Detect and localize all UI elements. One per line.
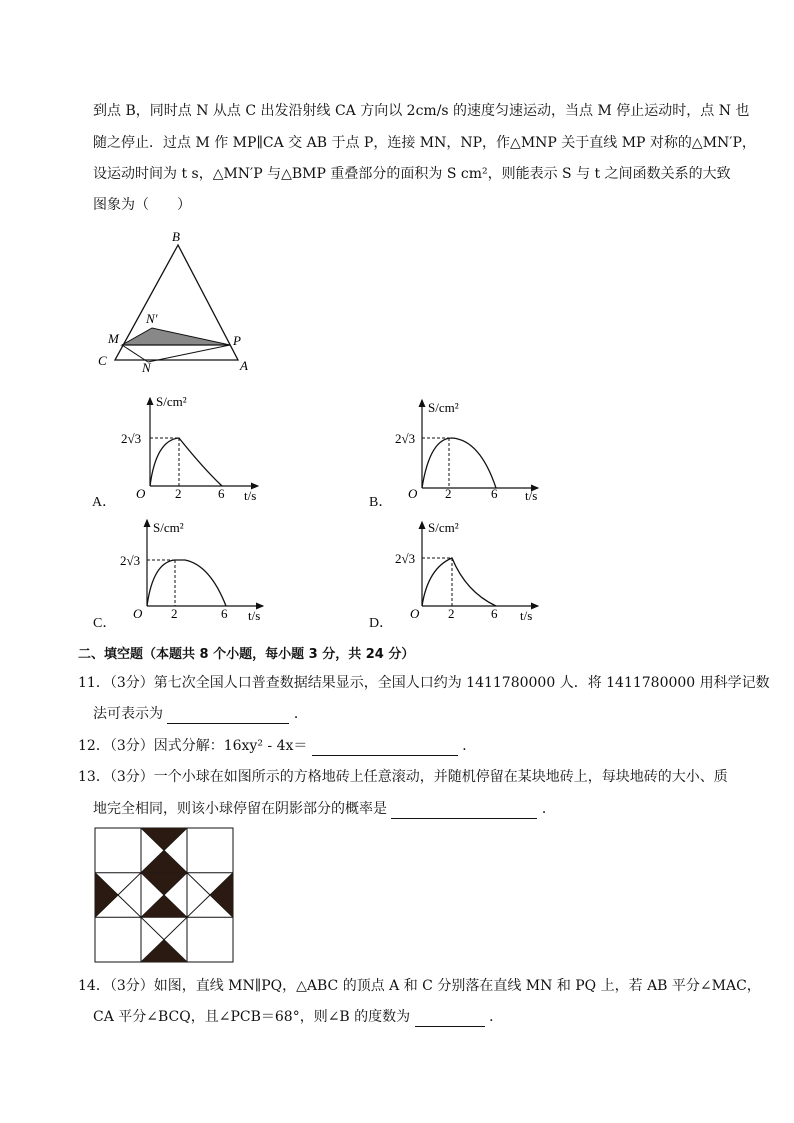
- option-b-label: B．: [369, 495, 393, 510]
- svg-text:2√3: 2√3: [395, 431, 416, 446]
- svg-text:2√3: 2√3: [121, 431, 142, 446]
- label-m: M: [108, 331, 119, 346]
- svg-text:t/s: t/s: [248, 608, 261, 623]
- section-heading: 二、填空题（本题共 8 个小题，每小题 3 分，共 24 分）: [78, 647, 415, 662]
- svg-text:2: 2: [445, 486, 452, 501]
- label-p: P: [233, 333, 241, 348]
- q11-line-1: 11．（3分）第七次全国人口普查数据结果显示，全国人口约为 1411780000 人．将 1411780000 用科学记数: [78, 675, 770, 691]
- option-d-graph: [390, 512, 545, 630]
- q11-line-2: 法可表示为 ．: [93, 706, 308, 722]
- q12-answer-blank[interactable]: [312, 741, 458, 756]
- option-c-curve: [147, 560, 226, 606]
- svg-text:t/s: t/s: [520, 608, 533, 623]
- svg-text:O: O: [133, 606, 143, 621]
- svg-text:6: 6: [221, 606, 228, 621]
- tile-grid-figure: [94, 827, 234, 963]
- q10-line-4: 图象为（ ）: [93, 197, 191, 213]
- svg-text:6: 6: [491, 606, 498, 621]
- option-a-curve: [150, 438, 222, 486]
- option-a-label: A．: [92, 495, 117, 510]
- svg-text:O: O: [408, 486, 418, 501]
- svg-text:2: 2: [171, 606, 178, 621]
- label-c: C: [98, 353, 107, 368]
- svg-text:S/cm²: S/cm²: [156, 394, 187, 409]
- q14-answer-blank[interactable]: [415, 1012, 485, 1027]
- svg-text:2: 2: [448, 606, 455, 621]
- q10-line-2: 随之停止．过点 M 作 MP∥CA 交 AB 于点 P，连接 MN，NP，作△MNP 关于直线 MP 对称的△MN′P，: [93, 135, 756, 151]
- svg-text:6: 6: [491, 486, 498, 501]
- q13-line-2: 地完全相同，则该小球停留在阴影部分的概率是 ．: [93, 801, 556, 817]
- q13-answer-blank[interactable]: [391, 804, 537, 819]
- label-a: A: [240, 358, 248, 373]
- q10-line-1: 到点 B，同时点 N 从点 C 出发沿射线 CA 方向以 2cm/s 的速度匀速运动，当点 M 停止运动时，点 N 也: [93, 103, 750, 119]
- option-b-curve: [422, 438, 496, 488]
- svg-text:2: 2: [175, 486, 182, 501]
- svg-text:S/cm²: S/cm²: [428, 520, 459, 535]
- svg-text:S/cm²: S/cm²: [153, 520, 184, 535]
- svg-text:t/s: t/s: [525, 488, 538, 503]
- option-d-curve: [422, 558, 496, 606]
- label-n: N: [142, 360, 151, 375]
- q13-line-1: 13．（3分）一个小球在如图所示的方格地砖上任意滚动，并随机停留在某块地砖上，每块地砖的大小、质: [78, 769, 728, 785]
- svg-text:S/cm²: S/cm²: [428, 400, 459, 415]
- q11-answer-blank[interactable]: [167, 709, 289, 724]
- svg-text:2√3: 2√3: [120, 553, 141, 568]
- option-d-label: D．: [369, 616, 394, 631]
- svg-text:O: O: [136, 486, 146, 501]
- option-c-graph: [115, 510, 270, 628]
- q14-line-1: 14．（3分）如图，直线 MN∥PQ，△ABC 的顶点 A 和 C 分别落在直线 MN 和 PQ 上，若 AB 平分∠MAC，: [78, 978, 761, 994]
- option-a-graph: [118, 388, 268, 506]
- q10-line-3: 设运动时间为 t s，△MN′P 与△BMP 重叠部分的面积为 S cm²，则能表示 S 与 t 之间函数关系的大致: [93, 166, 731, 182]
- triangle-figure: [90, 225, 260, 375]
- svg-text:O: O: [410, 606, 420, 621]
- option-c-label: C．: [93, 616, 117, 631]
- option-b-graph: [390, 390, 545, 508]
- svg-text:6: 6: [218, 486, 225, 501]
- q12-line: 12．（3分）因式分解：16xy² - 4x＝ ．: [78, 738, 477, 754]
- label-n-prime: N′: [146, 311, 158, 326]
- shaded-triangle: [122, 328, 230, 345]
- svg-text:t/s: t/s: [244, 488, 257, 503]
- label-b: B: [172, 229, 180, 244]
- q14-line-2: CA 平分∠BCQ，且∠PCB＝68°，则∠B 的度数为 ．: [93, 1009, 504, 1025]
- svg-text:2√3: 2√3: [395, 551, 416, 566]
